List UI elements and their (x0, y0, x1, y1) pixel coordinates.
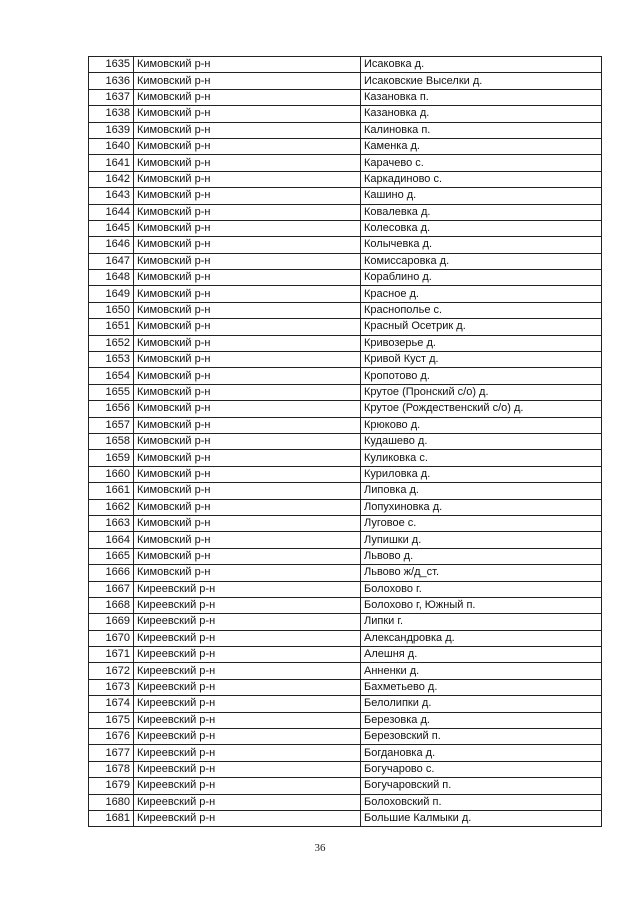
district-cell: Кимовский р-н (134, 89, 361, 105)
table-row (89, 352, 602, 368)
table-row (89, 89, 602, 105)
table-row (89, 712, 602, 728)
district-cell: Кимовский р-н (134, 220, 361, 236)
row-number-cell: 1659 (89, 450, 134, 466)
row-number-cell: 1656 (89, 401, 134, 417)
table-row (89, 614, 602, 630)
district-cell: Кимовский р-н (134, 384, 361, 400)
row-number-cell: 1672 (89, 663, 134, 679)
row-number-cell: 1678 (89, 761, 134, 777)
table-row (89, 696, 602, 712)
district-cell: Киреевский р-н (134, 696, 361, 712)
district-cell: Киреевский р-н (134, 745, 361, 761)
district-cell: Кимовский р-н (134, 302, 361, 318)
settlement-cell: Луговое с. (361, 515, 602, 531)
row-number-cell: 1640 (89, 138, 134, 154)
row-number-cell: 1639 (89, 122, 134, 138)
district-cell: Кимовский р-н (134, 515, 361, 531)
settlement-cell: Львово д. (361, 548, 602, 564)
table-row (89, 761, 602, 777)
district-cell: Киреевский р-н (134, 794, 361, 810)
table-row (89, 597, 602, 613)
district-cell: Кимовский р-н (134, 548, 361, 564)
table-row (89, 433, 602, 449)
district-cell: Кимовский р-н (134, 253, 361, 269)
settlement-cell: Крутое (Рождественский с/о) д. (361, 401, 602, 417)
settlement-cell: Богдановка д. (361, 745, 602, 761)
table-row (89, 57, 602, 73)
district-cell: Киреевский р-н (134, 712, 361, 728)
table-row (89, 171, 602, 187)
table-row (89, 745, 602, 761)
table-row (89, 548, 602, 564)
settlement-cell: Кашино д. (361, 188, 602, 204)
settlement-cell: Кораблино д. (361, 270, 602, 286)
row-number-cell: 1637 (89, 89, 134, 105)
row-number-cell: 1664 (89, 532, 134, 548)
settlements-table-body (89, 57, 602, 827)
district-cell: Киреевский р-н (134, 778, 361, 794)
row-number-cell: 1654 (89, 368, 134, 384)
row-number-cell: 1653 (89, 352, 134, 368)
settlement-cell: Лопухиновка д. (361, 499, 602, 515)
row-number-cell: 1674 (89, 696, 134, 712)
row-number-cell: 1648 (89, 270, 134, 286)
table-row (89, 138, 602, 154)
table-row (89, 729, 602, 745)
table-row (89, 499, 602, 515)
row-number-cell: 1655 (89, 384, 134, 400)
settlement-cell: Березовский п. (361, 729, 602, 745)
settlement-cell: Александровка д. (361, 630, 602, 646)
table-row (89, 401, 602, 417)
table-row (89, 647, 602, 663)
district-cell: Кимовский р-н (134, 286, 361, 302)
row-number-cell: 1635 (89, 57, 134, 73)
row-number-cell: 1673 (89, 679, 134, 695)
settlement-cell: Куликовка с. (361, 450, 602, 466)
table-row (89, 417, 602, 433)
settlement-cell: Крюково д. (361, 417, 602, 433)
settlement-cell: Бахметьево д. (361, 679, 602, 695)
settlement-cell: Исаковка д. (361, 57, 602, 73)
table-row (89, 220, 602, 236)
district-cell: Кимовский р-н (134, 335, 361, 351)
district-cell: Киреевский р-н (134, 761, 361, 777)
table-row (89, 237, 602, 253)
settlement-cell: Комиссаровка д. (361, 253, 602, 269)
table-row (89, 253, 602, 269)
row-number-cell: 1646 (89, 237, 134, 253)
row-number-cell: 1636 (89, 73, 134, 89)
district-cell: Кимовский р-н (134, 57, 361, 73)
district-cell: Кимовский р-н (134, 188, 361, 204)
settlement-cell: Красный Осетрик д. (361, 319, 602, 335)
row-number-cell: 1667 (89, 581, 134, 597)
settlement-cell: Болохово г, Южный п. (361, 597, 602, 613)
row-number-cell: 1665 (89, 548, 134, 564)
settlement-cell: Березовка д. (361, 712, 602, 728)
row-number-cell: 1649 (89, 286, 134, 302)
settlement-cell: Болохово г. (361, 581, 602, 597)
settlement-cell: Белолипки д. (361, 696, 602, 712)
row-number-cell: 1680 (89, 794, 134, 810)
table-row (89, 663, 602, 679)
row-number-cell: 1644 (89, 204, 134, 220)
district-cell: Кимовский р-н (134, 319, 361, 335)
table-row (89, 106, 602, 122)
settlement-cell: Богучаровский п. (361, 778, 602, 794)
table-row (89, 450, 602, 466)
settlement-cell: Липовка д. (361, 483, 602, 499)
page-number: 36 (314, 842, 326, 854)
settlement-cell: Казановка д. (361, 106, 602, 122)
row-number-cell: 1670 (89, 630, 134, 646)
district-cell: Кимовский р-н (134, 352, 361, 368)
district-cell: Киреевский р-н (134, 647, 361, 663)
district-cell: Кимовский р-н (134, 155, 361, 171)
row-number-cell: 1663 (89, 515, 134, 531)
settlement-cell: Карачево с. (361, 155, 602, 171)
district-cell: Кимовский р-н (134, 499, 361, 515)
district-cell: Кимовский р-н (134, 171, 361, 187)
row-number-cell: 1638 (89, 106, 134, 122)
settlement-cell: Красное д. (361, 286, 602, 302)
row-number-cell: 1657 (89, 417, 134, 433)
district-cell: Кимовский р-н (134, 450, 361, 466)
table-row (89, 630, 602, 646)
row-number-cell: 1677 (89, 745, 134, 761)
table-row (89, 679, 602, 695)
settlement-cell: Колесовка д. (361, 220, 602, 236)
settlement-cell: Казановка п. (361, 89, 602, 105)
table-row (89, 515, 602, 531)
row-number-cell: 1681 (89, 810, 134, 826)
table-row (89, 302, 602, 318)
settlement-cell: Кривозерье д. (361, 335, 602, 351)
district-cell: Киреевский р-н (134, 597, 361, 613)
settlement-cell: Каркадиново с. (361, 171, 602, 187)
settlement-cell: Липки г. (361, 614, 602, 630)
row-number-cell: 1671 (89, 647, 134, 663)
row-number-cell: 1662 (89, 499, 134, 515)
district-cell: Киреевский р-н (134, 729, 361, 745)
district-cell: Киреевский р-н (134, 810, 361, 826)
district-cell: Кимовский р-н (134, 270, 361, 286)
row-number-cell: 1666 (89, 565, 134, 581)
table-row (89, 810, 602, 826)
district-cell: Кимовский р-н (134, 204, 361, 220)
district-cell: Кимовский р-н (134, 483, 361, 499)
settlement-cell: Крутое (Пронский с/о) д. (361, 384, 602, 400)
table-row (89, 368, 602, 384)
row-number-cell: 1651 (89, 319, 134, 335)
table-row (89, 155, 602, 171)
district-cell: Кимовский р-н (134, 73, 361, 89)
table-row (89, 270, 602, 286)
settlement-cell: Анненки д. (361, 663, 602, 679)
row-number-cell: 1668 (89, 597, 134, 613)
table-row (89, 319, 602, 335)
district-cell: Киреевский р-н (134, 581, 361, 597)
settlement-cell: Куриловка д. (361, 466, 602, 482)
row-number-cell: 1642 (89, 171, 134, 187)
table-row (89, 778, 602, 794)
district-cell: Кимовский р-н (134, 565, 361, 581)
row-number-cell: 1679 (89, 778, 134, 794)
settlement-cell: Львово ж/д_ст. (361, 565, 602, 581)
district-cell: Кимовский р-н (134, 401, 361, 417)
district-cell: Кимовский р-н (134, 106, 361, 122)
row-number-cell: 1676 (89, 729, 134, 745)
district-cell: Кимовский р-н (134, 138, 361, 154)
row-number-cell: 1669 (89, 614, 134, 630)
district-cell: Киреевский р-н (134, 614, 361, 630)
table-row (89, 794, 602, 810)
row-number-cell: 1660 (89, 466, 134, 482)
table-row (89, 204, 602, 220)
table-row (89, 122, 602, 138)
row-number-cell: 1675 (89, 712, 134, 728)
row-number-cell: 1645 (89, 220, 134, 236)
district-cell: Кимовский р-н (134, 237, 361, 253)
table-row (89, 532, 602, 548)
district-cell: Киреевский р-н (134, 663, 361, 679)
district-cell: Кимовский р-н (134, 466, 361, 482)
district-cell: Кимовский р-н (134, 532, 361, 548)
table-row (89, 335, 602, 351)
settlement-cell: Колычевка д. (361, 237, 602, 253)
table-row (89, 384, 602, 400)
settlement-cell: Каменка д. (361, 138, 602, 154)
settlement-cell: Ковалевка д. (361, 204, 602, 220)
settlement-cell: Алешня д. (361, 647, 602, 663)
settlement-cell: Краснополье с. (361, 302, 602, 318)
table-row (89, 286, 602, 302)
row-number-cell: 1641 (89, 155, 134, 171)
row-number-cell: 1643 (89, 188, 134, 204)
settlement-cell: Калиновка п. (361, 122, 602, 138)
settlements-table (88, 56, 602, 827)
row-number-cell: 1652 (89, 335, 134, 351)
settlement-cell: Болоховский п. (361, 794, 602, 810)
table-row (89, 466, 602, 482)
settlement-cell: Исаковские Выселки д. (361, 73, 602, 89)
settlement-cell: Кудашево д. (361, 433, 602, 449)
settlement-cell: Богучарово с. (361, 761, 602, 777)
settlement-cell: Лупишки д. (361, 532, 602, 548)
district-cell: Киреевский р-н (134, 630, 361, 646)
district-cell: Кимовский р-н (134, 122, 361, 138)
settlement-cell: Кропотово д. (361, 368, 602, 384)
district-cell: Кимовский р-н (134, 417, 361, 433)
table-row (89, 73, 602, 89)
row-number-cell: 1647 (89, 253, 134, 269)
settlement-cell: Кривой Куст д. (361, 352, 602, 368)
row-number-cell: 1661 (89, 483, 134, 499)
district-cell: Киреевский р-н (134, 679, 361, 695)
settlement-cell: Большие Калмыки д. (361, 810, 602, 826)
row-number-cell: 1650 (89, 302, 134, 318)
row-number-cell: 1658 (89, 433, 134, 449)
table-row (89, 581, 602, 597)
district-cell: Кимовский р-н (134, 433, 361, 449)
table-row (89, 188, 602, 204)
district-cell: Кимовский р-н (134, 368, 361, 384)
table-row (89, 565, 602, 581)
table-row (89, 483, 602, 499)
